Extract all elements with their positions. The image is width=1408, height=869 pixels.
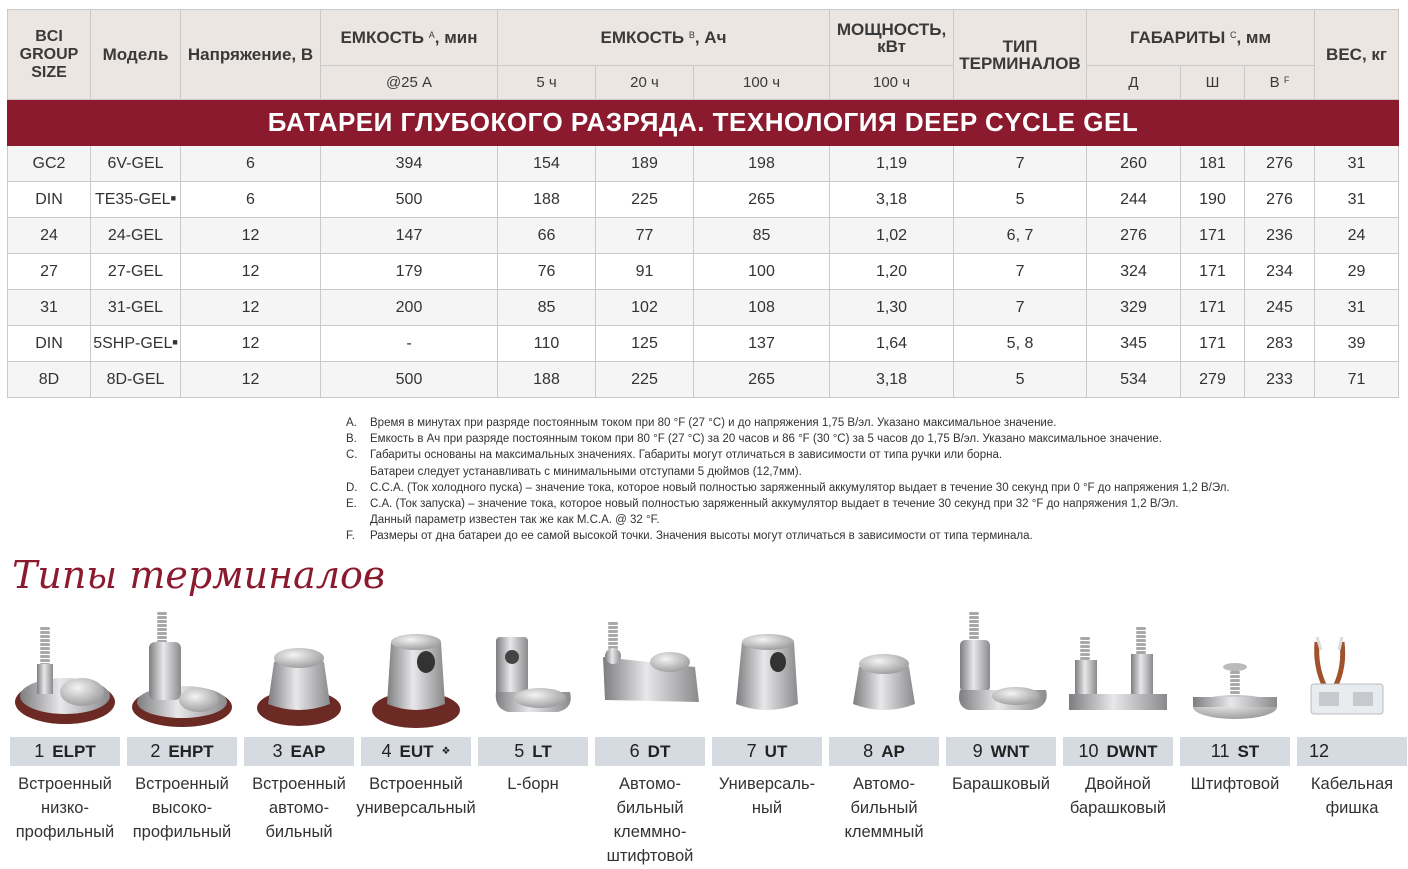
terminal-code: DT xyxy=(647,741,671,761)
capacity-20h-cell: 102 xyxy=(596,290,694,326)
bci-cell: GC2 xyxy=(8,146,91,182)
lt-terminal-icon xyxy=(478,612,588,737)
voltage-cell: 12 xyxy=(181,218,321,254)
model-cell: 24-GEL xyxy=(91,218,181,254)
table-row xyxy=(8,254,1399,290)
footnote xyxy=(346,480,1230,496)
length-cell: 276 xyxy=(1087,218,1181,254)
bci-cell: 8D xyxy=(8,362,91,398)
footnote xyxy=(346,431,1230,447)
footnote-text: C.C.A. (Ток холодного пуска) – значение тока, которое новый полностью заряженный аккумулятор выдает в течение 30 секунд при 0 °F до напряжения 1,2 В/Эл. xyxy=(370,481,1230,494)
voltage-cell: 12 xyxy=(181,254,321,290)
capacity-a-cell: 394 xyxy=(321,146,498,182)
terminal-code: WNT xyxy=(990,741,1030,761)
terminal-description: Штифтовой xyxy=(1190,775,1280,793)
terminal-badge xyxy=(595,737,705,766)
capacity-a-cell: - xyxy=(321,326,498,362)
terminal-badge xyxy=(244,737,354,766)
model-cell: 5SHP-GEL■ xyxy=(91,326,181,362)
header-voltage: Напряжение, В xyxy=(181,10,321,100)
header-dim-height: В $^F$ xyxy=(1245,66,1315,100)
footnote-text: Размеры от дна батареи до ее самой высокой точки. Значения высоты могут отличаться в зависимости от типа терминала. xyxy=(370,530,1033,543)
terminal-cell: 7 xyxy=(954,290,1087,326)
footnote xyxy=(346,447,1230,463)
footnotes xyxy=(346,415,1230,545)
width-cell: 171 xyxy=(1181,218,1245,254)
terminal-number: 5 xyxy=(514,741,525,761)
eap-terminal-icon xyxy=(244,612,354,737)
header-dimensions: ГАБАРИТЫ $^C$, мм xyxy=(1087,10,1315,66)
weight-cell: 31 xyxy=(1315,146,1399,182)
terminal-type-item xyxy=(356,612,476,817)
header-dim-width: Ш xyxy=(1181,66,1245,100)
power-cell: 1,64 xyxy=(830,326,954,362)
header-bci: BCI GROUP SIZE xyxy=(8,10,91,100)
voltage-cell: 6 xyxy=(181,146,321,182)
terminal-type-item xyxy=(595,612,705,865)
height-cell: 276 xyxy=(1245,182,1315,218)
header-capacity-100h: 100 ч xyxy=(694,66,830,100)
length-cell: 260 xyxy=(1087,146,1181,182)
bci-cell: 24 xyxy=(8,218,91,254)
footnote-text: Емкость в Ач при разряде постоянным током при 80 °F (27 °C) за 20 часов и 86 °F (30 °C) за 5 часов до 1,75 В/эл. Указано максимальное значение. xyxy=(370,433,1162,446)
terminal-cell: 7 xyxy=(954,254,1087,290)
capacity-100h-cell: 100 xyxy=(694,254,830,290)
footnote-letter: C. xyxy=(346,449,358,462)
cable-plug-icon xyxy=(1297,612,1407,737)
terminal-description: Универсаль-ный xyxy=(718,775,816,817)
model-cell: 6V-GEL xyxy=(91,146,181,182)
ehpt-terminal-icon xyxy=(127,612,237,737)
capacity-100h-cell: 265 xyxy=(694,362,830,398)
capacity-20h-cell: 91 xyxy=(596,254,694,290)
terminal-badge xyxy=(361,737,471,766)
weight-cell: 31 xyxy=(1315,290,1399,326)
model-cell: 8D-GEL xyxy=(91,362,181,398)
terminal-badge xyxy=(127,737,237,766)
terminal-number: 1 xyxy=(34,741,45,761)
footnote-letter: E. xyxy=(346,498,357,511)
wnt-terminal-icon xyxy=(946,612,1056,737)
power-cell: 3,18 xyxy=(830,182,954,218)
width-cell: 171 xyxy=(1181,254,1245,290)
model-marker: ■ xyxy=(172,336,178,347)
terminal-description: Двойной барашковый xyxy=(1069,775,1167,817)
terminal-description: Автомо-бильный клеммно-штифтовой xyxy=(606,775,694,865)
terminal-type-item xyxy=(244,612,354,841)
capacity-a-cell: 500 xyxy=(321,362,498,398)
table-row xyxy=(8,218,1399,254)
table-row xyxy=(8,362,1399,398)
terminal-cell: 5 xyxy=(954,182,1087,218)
terminal-badge xyxy=(946,737,1056,766)
terminal-code: EHPT xyxy=(168,741,214,761)
power-cell: 1,30 xyxy=(830,290,954,326)
terminal-type-item xyxy=(1063,612,1173,817)
voltage-cell: 12 xyxy=(181,326,321,362)
length-cell: 244 xyxy=(1087,182,1181,218)
terminal-badge xyxy=(829,737,939,766)
weight-cell: 39 xyxy=(1315,326,1399,362)
capacity-5h-cell: 154 xyxy=(498,146,596,182)
header-capacity-a: ЕМКОСТЬ $^A$, мин xyxy=(321,10,498,66)
model-marker: ■ xyxy=(170,192,177,203)
voltage-cell: 12 xyxy=(181,290,321,326)
terminal-description: Встроенный универсальный xyxy=(356,775,476,817)
terminal-type-item xyxy=(1297,612,1407,817)
width-cell: 171 xyxy=(1181,326,1245,362)
power-cell: 1,02 xyxy=(830,218,954,254)
terminal-description: Барашковый xyxy=(951,775,1051,793)
length-cell: 329 xyxy=(1087,290,1181,326)
terminal-number: 6 xyxy=(629,741,640,761)
footnote-text: Батареи следует устанавливать с минимальными отступами 5 дюймов (12,7мм). xyxy=(370,465,802,478)
terminal-code: AP xyxy=(881,741,905,761)
length-cell: 534 xyxy=(1087,362,1181,398)
terminal-badge xyxy=(1297,737,1407,766)
terminal-number: 7 xyxy=(746,741,757,761)
terminal-code: LT xyxy=(532,741,552,761)
power-cell: 1,19 xyxy=(830,146,954,182)
capacity-100h-cell: 198 xyxy=(694,146,830,182)
header-capacity-5h: 5 ч xyxy=(498,66,596,100)
header-capacity-20h: 20 ч xyxy=(596,66,694,100)
dt-terminal-icon xyxy=(595,612,705,737)
footnote-letter: B. xyxy=(346,433,357,446)
capacity-5h-cell: 85 xyxy=(498,290,596,326)
footnote xyxy=(346,496,1230,512)
terminal-cell: 6, 7 xyxy=(954,218,1087,254)
terminal-number: 9 xyxy=(972,741,983,761)
terminal-code-marker: ❖ xyxy=(441,746,451,757)
capacity-5h-cell: 188 xyxy=(498,182,596,218)
terminal-description: Автомо-бильный клеммный xyxy=(844,775,924,841)
weight-cell: 29 xyxy=(1315,254,1399,290)
weight-cell: 31 xyxy=(1315,182,1399,218)
width-cell: 181 xyxy=(1181,146,1245,182)
terminal-code: EAP xyxy=(290,741,326,761)
terminal-number: 2 xyxy=(150,741,161,761)
terminal-code: DWNT xyxy=(1106,741,1158,761)
footnote xyxy=(346,512,1230,528)
terminal-number: 10 xyxy=(1078,741,1099,761)
terminal-code: UT xyxy=(764,741,788,761)
footnote-text: Габариты основаны на максимальных значениях. Габариты могут отличаться в зависимости от типа ручки или борна. xyxy=(370,449,1003,462)
capacity-100h-cell: 265 xyxy=(694,182,830,218)
bci-cell: DIN xyxy=(8,326,91,362)
footnote xyxy=(346,415,1230,431)
header-power-sub: 100 ч xyxy=(830,66,954,100)
height-cell: 283 xyxy=(1245,326,1315,362)
table-row xyxy=(8,182,1399,218)
capacity-5h-cell: 66 xyxy=(498,218,596,254)
eut-terminal-icon xyxy=(361,612,471,737)
st-terminal-icon xyxy=(1180,612,1290,737)
terminal-cell: 5 xyxy=(954,362,1087,398)
terminal-type-item xyxy=(1180,612,1290,793)
power-cell: 3,18 xyxy=(830,362,954,398)
footnote-text: Данный параметр известен так же как M.C.A. @ 32 °F. xyxy=(370,514,660,527)
header-capacity-b: ЕМКОСТЬ $^B$, Ач xyxy=(498,10,830,66)
dwnt-terminal-icon xyxy=(1063,612,1173,737)
model-cell: 31-GEL xyxy=(91,290,181,326)
table-row xyxy=(8,326,1399,362)
weight-cell: 71 xyxy=(1315,362,1399,398)
terminal-type-item xyxy=(478,612,588,793)
bci-cell: 27 xyxy=(8,254,91,290)
terminal-code: EUT xyxy=(399,741,434,761)
section-banner: БАТАРЕИ ГЛУБОКОГО РАЗРЯДА. ТЕХНОЛОГИЯ DEEP CYCLE GEL xyxy=(8,100,1399,146)
capacity-20h-cell: 225 xyxy=(596,182,694,218)
terminal-type-item xyxy=(10,612,120,841)
width-cell: 279 xyxy=(1181,362,1245,398)
terminal-number: 11 xyxy=(1210,741,1230,761)
header-model: Модель xyxy=(91,10,181,100)
capacity-100h-cell: 137 xyxy=(694,326,830,362)
footnote xyxy=(346,528,1230,544)
header-terminal-type: ТИП ТЕРМИНАЛОВ xyxy=(954,10,1087,100)
weight-cell: 24 xyxy=(1315,218,1399,254)
terminal-cell: 7 xyxy=(954,146,1087,182)
battery-spec-table xyxy=(7,9,1399,398)
model-cell: TE35-GEL■ xyxy=(91,182,181,218)
terminal-code: ELPT xyxy=(52,741,96,761)
header-dim-length: Д xyxy=(1087,66,1181,100)
terminal-description: Встроенный автомо-бильный xyxy=(252,775,346,841)
height-cell: 234 xyxy=(1245,254,1315,290)
height-cell: 233 xyxy=(1245,362,1315,398)
terminal-code: ST xyxy=(1237,741,1260,761)
terminal-number: 8 xyxy=(863,741,874,761)
capacity-100h-cell: 108 xyxy=(694,290,830,326)
terminal-description: Встроенный высоко-профильный xyxy=(132,775,232,841)
footnote-text: C.A. (Ток запуска) – значение тока, которое новый полностью заряженный аккумулятор выдает в течение 30 секунд при 32 °F до напряжения 1,2 В/Эл. xyxy=(370,498,1179,511)
capacity-a-cell: 147 xyxy=(321,218,498,254)
terminal-badge xyxy=(10,737,120,766)
terminal-type-item xyxy=(829,612,939,841)
footnote-text: Время в минутах при разряде постоянным током при 80 °F (27 °C) и до напряжения 1,75 В/эл. Указано максимальное значение. xyxy=(370,417,1057,429)
elpt-terminal-icon xyxy=(10,612,120,737)
capacity-20h-cell: 125 xyxy=(596,326,694,362)
capacity-20h-cell: 77 xyxy=(596,218,694,254)
capacity-a-cell: 500 xyxy=(321,182,498,218)
terminal-number: 4 xyxy=(381,741,392,761)
height-cell: 236 xyxy=(1245,218,1315,254)
terminal-type-item xyxy=(127,612,237,841)
model-cell: 27-GEL xyxy=(91,254,181,290)
terminal-badge xyxy=(1063,737,1173,766)
terminals-title: Типы терминалов xyxy=(12,553,386,597)
bci-cell: DIN xyxy=(8,182,91,218)
voltage-cell: 6 xyxy=(181,182,321,218)
table-row xyxy=(8,146,1399,182)
width-cell: 190 xyxy=(1181,182,1245,218)
capacity-100h-cell: 85 xyxy=(694,218,830,254)
ut-terminal-icon xyxy=(712,612,822,737)
terminal-cell: 5, 8 xyxy=(954,326,1087,362)
capacity-a-cell: 179 xyxy=(321,254,498,290)
terminal-description: Кабельная фишка xyxy=(1310,775,1394,817)
length-cell: 345 xyxy=(1087,326,1181,362)
terminal-description: Встроенный низко-профильный xyxy=(15,775,115,841)
terminal-type-item xyxy=(712,612,822,817)
terminal-badge xyxy=(478,737,588,766)
capacity-a-cell: 200 xyxy=(321,290,498,326)
ap-terminal-icon xyxy=(829,612,939,737)
power-cell: 1,20 xyxy=(830,254,954,290)
table-row xyxy=(8,290,1399,326)
terminal-type-item xyxy=(946,612,1056,793)
length-cell: 324 xyxy=(1087,254,1181,290)
width-cell: 171 xyxy=(1181,290,1245,326)
header-capacity-a-sub: @25 А xyxy=(321,66,498,100)
capacity-5h-cell: 76 xyxy=(498,254,596,290)
bci-cell: 31 xyxy=(8,290,91,326)
height-cell: 245 xyxy=(1245,290,1315,326)
height-cell: 276 xyxy=(1245,146,1315,182)
footnote-letter: F. xyxy=(346,530,355,543)
capacity-20h-cell: 225 xyxy=(596,362,694,398)
terminal-description: L-борн xyxy=(507,775,559,793)
footnote xyxy=(346,464,1230,480)
voltage-cell: 12 xyxy=(181,362,321,398)
footnote-letter: A. xyxy=(346,417,357,429)
terminal-number: 3 xyxy=(272,741,283,761)
terminal-badge xyxy=(712,737,822,766)
header-power: МОЩНОСТЬ, кВт xyxy=(830,10,954,66)
header-weight: ВЕС, кг xyxy=(1315,10,1399,100)
capacity-5h-cell: 110 xyxy=(498,326,596,362)
terminal-number: 12 xyxy=(1309,741,1330,761)
capacity-5h-cell: 188 xyxy=(498,362,596,398)
capacity-20h-cell: 189 xyxy=(596,146,694,182)
terminal-badge xyxy=(1180,737,1290,766)
footnote-letter: D. xyxy=(346,481,358,494)
